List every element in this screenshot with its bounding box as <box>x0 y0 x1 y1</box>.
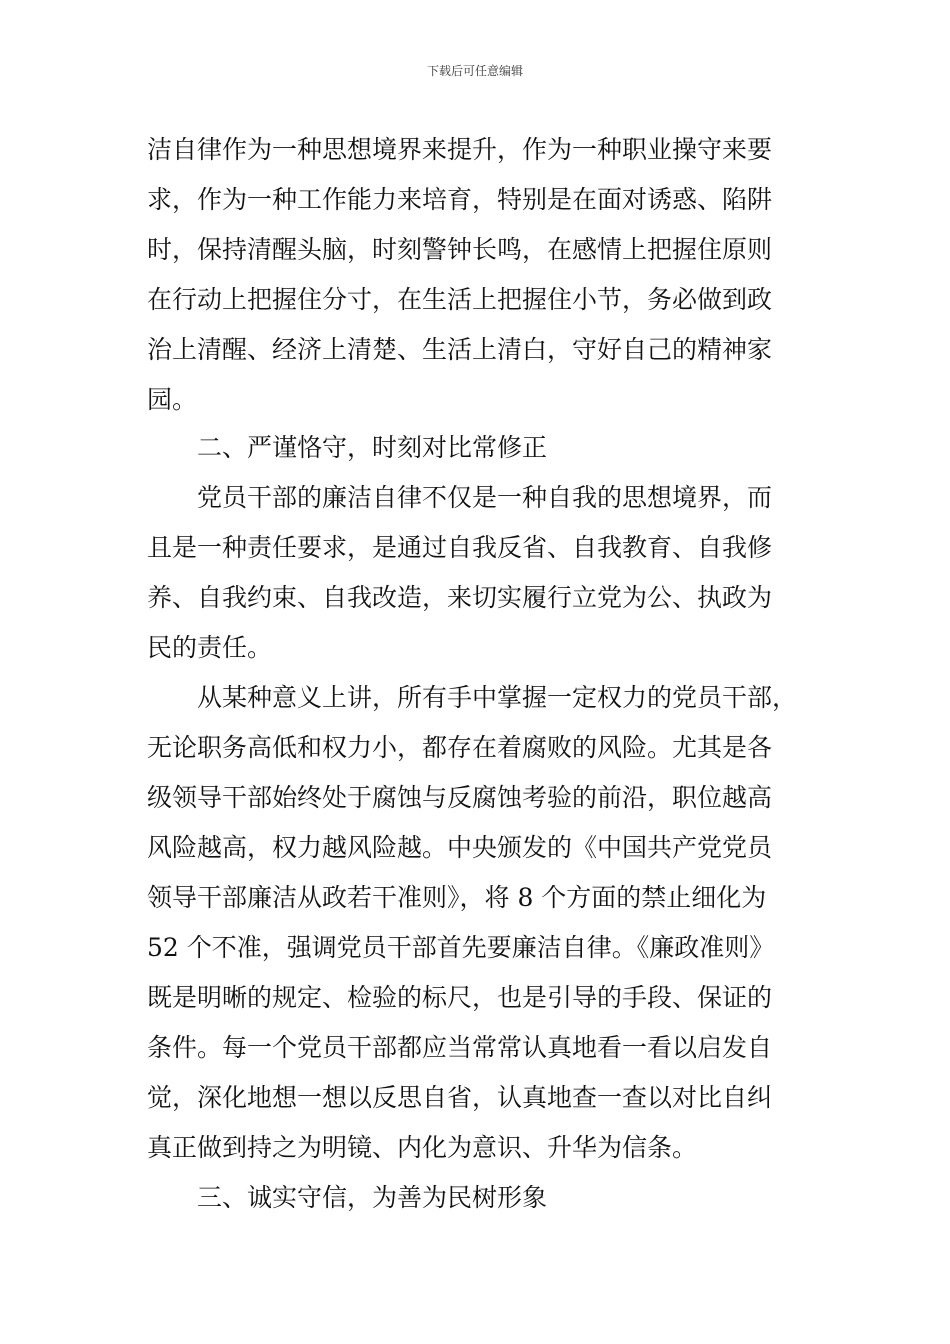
text-line: 觉，深化地想一想以反思自省，认真地查一查以对比自纠 <box>147 1083 773 1112</box>
text-line: 条件。每一个党员干部都应当常常认真地看一看以启发自 <box>147 1033 773 1062</box>
text-line: 治上清醒、经济上清楚、生活上清白，守好自己的精神家 <box>147 335 773 364</box>
text-line: 时，保持清醒头脑，时刻警钟长鸣，在感情上把握住原则 <box>147 235 773 264</box>
text-line: 在行动上把握住分寸，在生活上把握住小节，务必做到政 <box>147 285 773 314</box>
section-heading: 二、严谨恪守，时刻对比常修正 <box>197 433 548 462</box>
text-line: 既是明晰的规定、检验的标尺，也是引导的手段、保证的 <box>147 983 773 1012</box>
text-line: 且是一种责任要求，是通过自我反省、自我教育、自我修 <box>147 533 773 562</box>
text-line: 风险越高，权力越风险越。中央颁发的《中国共产党党员 <box>147 833 773 862</box>
text-line: 无论职务高低和权力小，都存在着腐败的风险。尤其是各 <box>147 733 773 762</box>
page-header-note: 下载后可任意编辑 <box>426 64 523 78</box>
text-line: 52 个不准，强调党员干部首先要廉洁自律。《廉政准则》 <box>147 933 775 962</box>
text-line: 求，作为一种工作能力来培育，特别是在面对诱惑、陷阱 <box>147 185 773 214</box>
text-line: 园。 <box>147 385 198 414</box>
section-heading: 三、诚实守信，为善为民树形象 <box>197 1183 548 1212</box>
text-line: 级领导干部始终处于腐蚀与反腐蚀考验的前沿，职位越高 <box>147 783 773 812</box>
text-line: 领导干部廉洁从政若干准则》，将 8 个方面的禁止细化为 <box>147 883 767 912</box>
paragraph-first-line: 党员干部的廉洁自律不仅是一种自我的思想境界，而 <box>197 483 773 512</box>
text-line: 养、自我约束、自我改造，来切实履行立党为公、执政为 <box>147 583 773 612</box>
text-line: 洁自律作为一种思想境界来提升，作为一种职业操守来要 <box>147 135 773 164</box>
paragraph-first-line: 从某种意义上讲，所有手中掌握一定权力的党员干部， <box>197 683 798 712</box>
text-line: 真正做到持之为明镜、内化为意识、升华为信条。 <box>147 1133 698 1162</box>
text-line: 民的责任。 <box>147 633 273 662</box>
